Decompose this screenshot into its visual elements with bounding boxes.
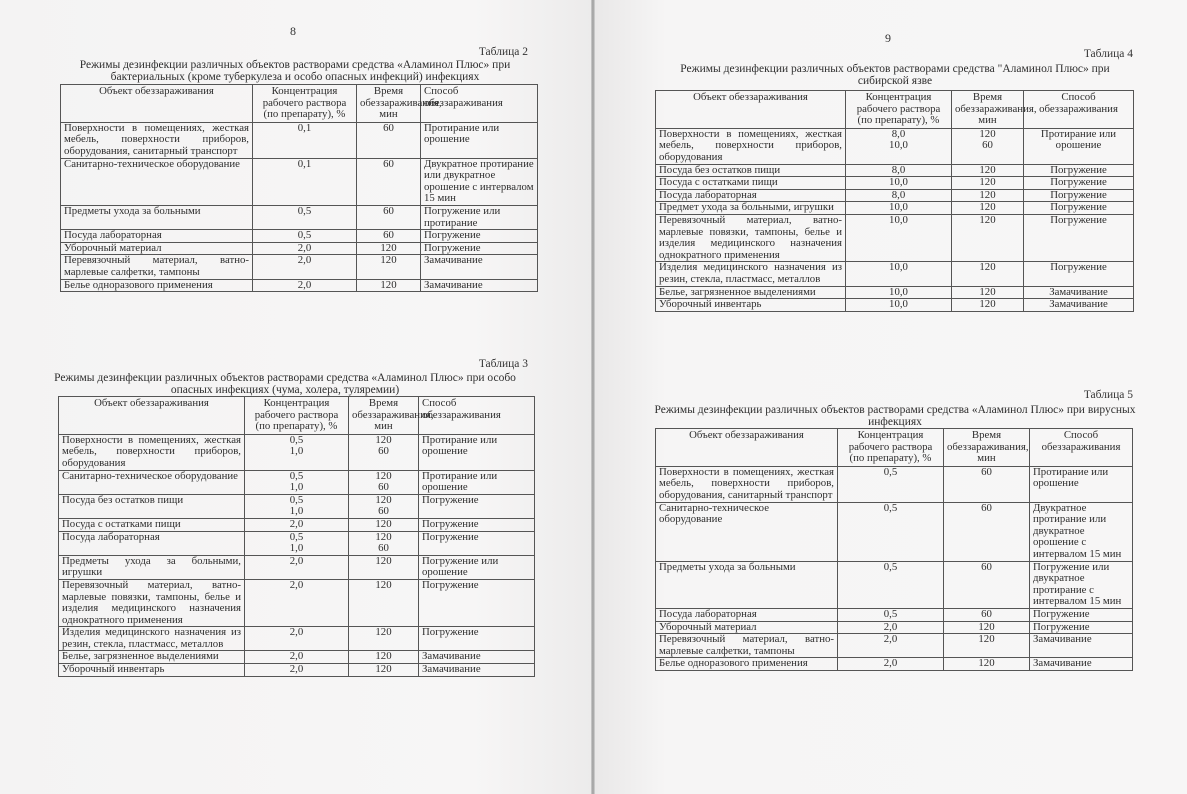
table-row — [59, 651, 535, 664]
cell-concentration: 2,0 — [245, 579, 349, 626]
cell-time: 60 — [357, 205, 421, 229]
cell-method: Погружение — [419, 531, 535, 555]
cell-concentration: 0,5 — [838, 466, 944, 502]
column-header-time: Время обеззараживания, мин — [944, 429, 1030, 467]
table-row — [59, 494, 535, 518]
cell-method: Погружение — [1024, 164, 1134, 177]
table-2-caption: Режимы дезинфекции различных объектов растворами средства «Аламинол Плюс» при бактериальных (кроме туберкулеза и особо опасных инфекций) инфекциях — [79, 59, 511, 83]
table-2 — [60, 84, 538, 292]
cell-object: Перевязочный материал, ватно-марлевые повязки, тампоны, белье и изделия медицинского назначения однократного применения — [656, 214, 846, 261]
table-row — [656, 286, 1134, 299]
table-row — [61, 255, 538, 279]
cell-object: Предметы ухода за больными, игрушки — [59, 555, 245, 579]
cell-concentration: 0,5 1,0 — [245, 531, 349, 555]
cell-object: Поверхности в помещениях, жесткая мебель, поверхности приборов, оборудования, санитарный транспорт — [656, 466, 838, 502]
table-row — [59, 434, 535, 470]
cell-method: Погружение — [1024, 202, 1134, 215]
cell-concentration: 8,0 — [846, 189, 952, 202]
cell-time: 120 — [349, 627, 419, 651]
table-header-row — [61, 85, 538, 123]
cell-time: 120 — [357, 255, 421, 279]
table-row — [61, 279, 538, 292]
cell-time: 120 — [357, 242, 421, 255]
cell-method: Протирание или орошение — [419, 434, 535, 470]
cell-method: Погружение или двукратное протирание с интервалом 15 мин — [1030, 561, 1133, 608]
cell-method: Погружение или орошение — [419, 555, 535, 579]
cell-time: 120 — [952, 177, 1024, 190]
cell-concentration: 8,0 — [846, 164, 952, 177]
table-row — [656, 658, 1133, 671]
cell-concentration: 0,5 — [838, 561, 944, 608]
table-row — [59, 627, 535, 651]
cell-time: 60 — [357, 122, 421, 158]
cell-method: Замачивание — [419, 651, 535, 664]
table-row — [656, 621, 1133, 634]
cell-time: 120 — [952, 164, 1024, 177]
cell-method: Замачивание — [1024, 286, 1134, 299]
cell-object: Санитарно-техническое оборудование — [59, 470, 245, 494]
cell-time: 120 — [952, 262, 1024, 286]
cell-object: Посуда лабораторная — [61, 230, 253, 243]
cell-concentration: 2,0 — [253, 279, 357, 292]
cell-object: Белье одноразового применения — [656, 658, 838, 671]
cell-object: Белье, загрязненное выделениями — [59, 651, 245, 664]
cell-object: Посуда без остатков пищи — [59, 494, 245, 518]
table-row — [61, 158, 538, 205]
cell-method: Протирание или орошение — [1030, 466, 1133, 502]
cell-method: Замачивание — [1030, 658, 1133, 671]
cell-time: 60 — [944, 561, 1030, 608]
table-row — [59, 555, 535, 579]
cell-concentration: 0,5 — [253, 205, 357, 229]
cell-concentration: 0,1 — [253, 122, 357, 158]
cell-time: 60 — [944, 608, 1030, 621]
cell-time: 120 — [349, 518, 419, 531]
cell-method: Протирание или орошение — [419, 470, 535, 494]
cell-time: 120 — [349, 579, 419, 626]
page-number: 8 — [290, 24, 296, 38]
cell-concentration: 2,0 — [838, 658, 944, 671]
cell-time: 120 60 — [349, 494, 419, 518]
cell-method: Замачивание — [421, 255, 538, 279]
column-header-method: Способ обеззараживания — [419, 397, 535, 435]
cell-method: Погружение — [419, 494, 535, 518]
column-header-time: Время обеззараживания, мин — [357, 85, 421, 123]
cell-object: Поверхности в помещениях, жесткая мебель, поверхности приборов, оборудования, санитарный транспорт — [61, 122, 253, 158]
table-header-row — [59, 397, 535, 435]
cell-object: Санитарно-техническое оборудование — [656, 502, 838, 561]
cell-object: Изделия медицинского назначения из резин, стекла, пластмасс, металлов — [656, 262, 846, 286]
cell-time: 120 — [349, 651, 419, 664]
column-header-object: Объект обеззараживания — [656, 91, 846, 129]
cell-time: 120 60 — [349, 434, 419, 470]
cell-time: 60 — [944, 466, 1030, 502]
table-row — [59, 531, 535, 555]
cell-object: Белье одноразового применения — [61, 279, 253, 292]
cell-concentration: 2,0 — [245, 664, 349, 677]
cell-object: Белье, загрязненное выделениями — [656, 286, 846, 299]
table-header-row — [656, 429, 1133, 467]
right-page — [595, 0, 1187, 794]
cell-object: Посуда лабораторная — [59, 531, 245, 555]
table-row — [656, 164, 1134, 177]
cell-time: 120 60 — [349, 470, 419, 494]
cell-concentration: 2,0 — [245, 627, 349, 651]
cell-method: Погружение — [1030, 608, 1133, 621]
cell-object: Уборочный инвентарь — [59, 664, 245, 677]
cell-method: Замачивание — [1024, 299, 1134, 312]
table-3-label: Таблица 3 — [478, 358, 528, 370]
column-header-concentration: Концентрация рабочего раствора (по препарату), % — [253, 85, 357, 123]
cell-object: Посуда без остатков пищи — [656, 164, 846, 177]
table-row — [59, 579, 535, 626]
table-5-label: Таблица 5 — [1083, 389, 1133, 401]
table-5 — [655, 428, 1133, 671]
cell-object: Санитарно-техническое оборудование — [61, 158, 253, 205]
cell-time: 60 — [944, 502, 1030, 561]
cell-method: Погружение — [1030, 621, 1133, 634]
left-page — [0, 0, 592, 794]
cell-time: 60 — [357, 230, 421, 243]
cell-object: Изделия медицинского назначения из резин, стекла, пластмасс, металлов — [59, 627, 245, 651]
cell-time: 120 60 — [952, 128, 1024, 164]
cell-method: Погружение — [1024, 214, 1134, 261]
table-row — [656, 189, 1134, 202]
table-4 — [655, 90, 1134, 312]
cell-time: 120 — [357, 279, 421, 292]
cell-concentration: 2,0 — [838, 621, 944, 634]
cell-object: Предметы ухода за больными — [61, 205, 253, 229]
page-number: 9 — [885, 31, 891, 45]
cell-concentration: 2,0 — [245, 651, 349, 664]
cell-object: Перевязочный материал, ватно-марлевые салфетки, тампоны — [656, 634, 838, 658]
cell-object: Перевязочный материал, ватно-марлевые повязки, тампоны, белье и изделия медицинского назначения однократного применения — [59, 579, 245, 626]
table-row — [656, 262, 1134, 286]
cell-concentration: 2,0 — [245, 518, 349, 531]
cell-method: Погружение — [421, 242, 538, 255]
table-row — [61, 205, 538, 229]
cell-time: 120 — [349, 664, 419, 677]
cell-concentration: 2,0 — [253, 255, 357, 279]
column-header-object: Объект обеззараживания — [59, 397, 245, 435]
cell-method: Погружение — [419, 627, 535, 651]
cell-method: Погружение — [419, 579, 535, 626]
table-row — [656, 634, 1133, 658]
cell-method: Погружение — [1024, 177, 1134, 190]
table-row — [656, 299, 1134, 312]
cell-concentration: 10,0 — [846, 177, 952, 190]
cell-method: Замачивание — [421, 279, 538, 292]
cell-concentration: 10,0 — [846, 286, 952, 299]
cell-method: Погружение — [1024, 189, 1134, 202]
cell-object: Посуда лабораторная — [656, 608, 838, 621]
table-row — [59, 470, 535, 494]
cell-time: 120 — [944, 621, 1030, 634]
table-row — [656, 466, 1133, 502]
cell-concentration: 0,5 1,0 — [245, 470, 349, 494]
cell-concentration: 0,5 — [838, 608, 944, 621]
table-row — [656, 177, 1134, 190]
table-2-label: Таблица 2 — [478, 46, 528, 58]
column-header-concentration: Концентрация рабочего раствора (по препарату), % — [245, 397, 349, 435]
column-header-time: Время обеззараживания, мин — [349, 397, 419, 435]
table-row — [656, 608, 1133, 621]
cell-object: Посуда лабораторная — [656, 189, 846, 202]
cell-time: 120 — [944, 658, 1030, 671]
table-row — [656, 214, 1134, 261]
cell-object: Поверхности в помещениях, жесткая мебель, поверхности приборов, оборудования — [59, 434, 245, 470]
cell-concentration: 0,5 1,0 — [245, 434, 349, 470]
cell-concentration: 2,0 — [838, 634, 944, 658]
column-header-concentration: Концентрация рабочего раствора (по препарату), % — [846, 91, 952, 129]
cell-method: Протирание или орошение — [421, 122, 538, 158]
cell-time: 120 — [952, 214, 1024, 261]
cell-object: Предметы ухода за больными — [656, 561, 838, 608]
cell-method: Погружение — [421, 230, 538, 243]
cell-method: Погружение или протирание — [421, 205, 538, 229]
table-row — [656, 202, 1134, 215]
cell-method: Замачивание — [419, 664, 535, 677]
table-row — [656, 502, 1133, 561]
table-row — [656, 128, 1134, 164]
column-header-method: Способ обеззараживания — [421, 85, 538, 123]
cell-method: Погружение — [1024, 262, 1134, 286]
cell-object: Уборочный материал — [61, 242, 253, 255]
cell-time: 120 — [952, 202, 1024, 215]
cell-concentration: 0,1 — [253, 158, 357, 205]
cell-method: Замачивание — [1030, 634, 1133, 658]
cell-time: 120 — [952, 286, 1024, 299]
cell-time: 60 — [357, 158, 421, 205]
cell-method: Двукратное протирание или двукратное орошение с интервалом 15 мин — [421, 158, 538, 205]
cell-object: Посуда с остатками пищи — [656, 177, 846, 190]
column-header-time: Время обеззараживания, мин — [952, 91, 1024, 129]
cell-concentration: 0,5 — [838, 502, 944, 561]
table-header-row — [656, 91, 1134, 129]
column-header-object: Объект обеззараживания — [61, 85, 253, 123]
cell-concentration: 2,0 — [245, 555, 349, 579]
cell-concentration: 8,0 10,0 — [846, 128, 952, 164]
cell-object: Посуда с остатками пищи — [59, 518, 245, 531]
cell-method: Протирание или орошение — [1024, 128, 1134, 164]
column-header-method: Способ обеззараживания — [1024, 91, 1134, 129]
cell-concentration: 10,0 — [846, 299, 952, 312]
table-4-label: Таблица 4 — [1083, 48, 1133, 60]
table-row — [61, 122, 538, 158]
cell-object: Предмет ухода за больными, игрушки — [656, 202, 846, 215]
cell-time: 120 — [944, 634, 1030, 658]
cell-object: Перевязочный материал, ватно-марлевые салфетки, тампоны — [61, 255, 253, 279]
cell-object: Уборочный инвентарь — [656, 299, 846, 312]
table-row — [59, 664, 535, 677]
cell-object: Поверхности в помещениях, жесткая мебель, поверхности приборов, оборудования — [656, 128, 846, 164]
column-header-object: Объект обеззараживания — [656, 429, 838, 467]
cell-time: 120 60 — [349, 531, 419, 555]
table-4-caption: Режимы дезинфекции различных объектов растворами средства "Аламинол Плюс» при сибирской язве — [680, 63, 1110, 87]
cell-concentration: 0,5 — [253, 230, 357, 243]
table-3-caption: Режимы дезинфекции различных объектов растворами средства «Аламинол Плюс» при особо опасных инфекциях (чума, холера, туляремии) — [54, 372, 516, 396]
cell-concentration: 0,5 1,0 — [245, 494, 349, 518]
cell-concentration: 10,0 — [846, 202, 952, 215]
cell-object: Уборочный материал — [656, 621, 838, 634]
cell-concentration: 2,0 — [253, 242, 357, 255]
cell-concentration: 10,0 — [846, 214, 952, 261]
table-5-caption: Режимы дезинфекции различных объектов растворами средства «Аламинол Плюс» при вирусных инфекциях — [654, 404, 1136, 428]
cell-time: 120 — [952, 299, 1024, 312]
table-row — [61, 230, 538, 243]
cell-time: 120 — [952, 189, 1024, 202]
column-header-concentration: Концентрация рабочего раствора (по препарату), % — [838, 429, 944, 467]
table-row — [656, 561, 1133, 608]
column-header-method: Способ обеззараживания — [1030, 429, 1133, 467]
cell-concentration: 10,0 — [846, 262, 952, 286]
cell-method: Двукратное протирание или двукратное орошение с интервалом 15 мин — [1030, 502, 1133, 561]
table-3 — [58, 396, 535, 677]
cell-method: Погружение — [419, 518, 535, 531]
cell-time: 120 — [349, 555, 419, 579]
table-row — [61, 242, 538, 255]
table-row — [59, 518, 535, 531]
